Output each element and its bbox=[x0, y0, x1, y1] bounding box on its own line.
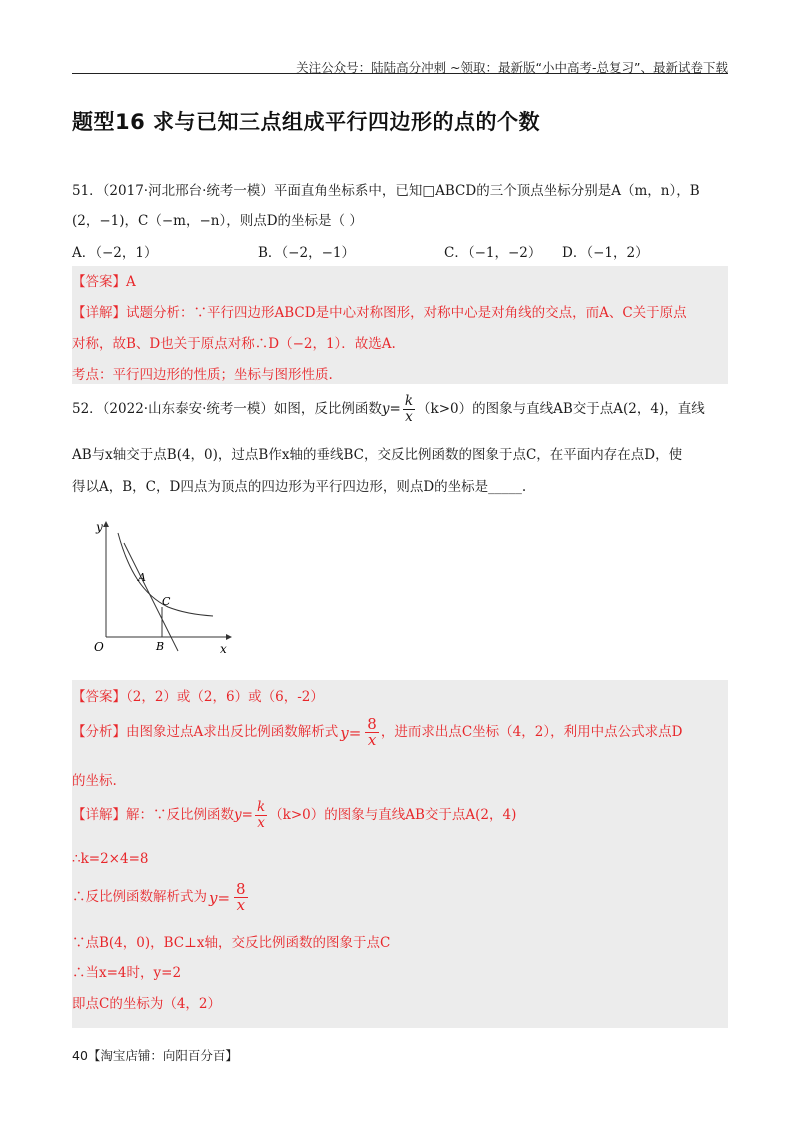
q51-answer: 【答案】A bbox=[72, 274, 136, 290]
function-graph bbox=[88, 515, 238, 655]
fraction-8-over-x: y= bbox=[340, 723, 362, 742]
footer-shop: 【淘宝店铺：向阳百分百】 bbox=[87, 1048, 238, 1063]
label-c: C bbox=[162, 595, 171, 608]
q52-line3: 得以A，B，C，D四点为顶点的四边形为平行四边形，则点D的坐标是_____. bbox=[72, 479, 527, 495]
q52-analysis-line1: 【分析】由图象过点A求出反比例函数解析式 y= $\frac{8}{x}$ ，进而求出点C坐标（4，2），利用中点公式求点D bbox=[72, 715, 683, 749]
label-o: O bbox=[94, 640, 104, 654]
q51-kaodian: 考点：平行四边形的性质；坐标与图形性质. bbox=[72, 367, 333, 383]
q51-detail-line2: 对称，故B、D也关于原点对称∴D（−2，1）．故选A. bbox=[72, 336, 396, 352]
q51-option-a: A．（−2，1） bbox=[72, 245, 158, 261]
section-title: 题型16 求与已知三点组成平行四边形的点的个数 bbox=[72, 110, 541, 134]
header-divider bbox=[72, 73, 728, 74]
q51-detail-line1: 【详解】试题分析：∵平行四边形ABCD是中心对称图形，对称中心是对角线的交点，而A、C关于原点 bbox=[72, 305, 687, 321]
q52-step4: ∴当x=4时，y=2 bbox=[72, 965, 182, 981]
header-text: 关注公众号：陆陆高分冲刺 ~领取：最新版“小中高考-总复习”、最新试卷下载 bbox=[296, 60, 728, 75]
q52-step5: 即点C的坐标为（4，2） bbox=[72, 996, 222, 1012]
q51-option-c: C．（−1，−2） bbox=[444, 245, 542, 261]
label-b: B bbox=[156, 640, 165, 653]
label-a: A bbox=[138, 571, 146, 584]
q52-detail-line1: 【详解】解：∵反比例函数y= $\frac{k}{x}$ （k>0）的图象与直线AB交于点A(2，4) bbox=[72, 799, 517, 831]
q52-line2: AB与x轴交于点B(4，0)，过点B作x轴的垂线BC，交反比例函数的图象于点C，在平面内存在点D，使 bbox=[72, 447, 683, 463]
q51-line2: (2，−1)，C（−m，−n），则点D的坐标是（ ） bbox=[72, 213, 363, 229]
q52-step1: ∴k=2×4=8 bbox=[72, 851, 149, 867]
q51-option-d: D．（−1，2） bbox=[562, 245, 649, 261]
fraction-k-over-x: $\frac{k}{x}$ bbox=[404, 393, 414, 425]
fraction-k-over-x-2: $\frac{k}{x}$ bbox=[256, 799, 266, 831]
q52-analysis-line2: 的坐标. bbox=[72, 773, 117, 789]
footer bbox=[72, 1046, 238, 1064]
q52-line1: 52．（2022·山东泰安·统考一模）如图，反比例函数y= $\frac{k}{x}$ （k>0）的图象与直线AB交于点A(2，4)，直线 bbox=[72, 393, 705, 425]
q51-line1: 51．（2017·河北邢台·统考一模）平面直角坐标系中，已知□ABCD的三个顶点坐标分别是A（m，n），B bbox=[72, 183, 700, 199]
label-x: x bbox=[220, 642, 227, 655]
q51-option-b: B．（−2，−1） bbox=[258, 245, 355, 261]
page-number: 40 bbox=[72, 1048, 88, 1063]
q52-answer: 【答案】（2，2）或（2，6）或（6，-2） bbox=[72, 689, 324, 705]
q52-step2: ∴反比例函数解析式为 y= $\frac{8}{x}$ bbox=[72, 880, 246, 914]
q52-step3: ∵点B(4，0)，BC⊥x轴，交反比例函数的图象于点C bbox=[72, 935, 391, 951]
label-y: y bbox=[96, 520, 103, 534]
fraction-8-over-x-2: $\frac{8}{x}$ bbox=[236, 880, 246, 914]
